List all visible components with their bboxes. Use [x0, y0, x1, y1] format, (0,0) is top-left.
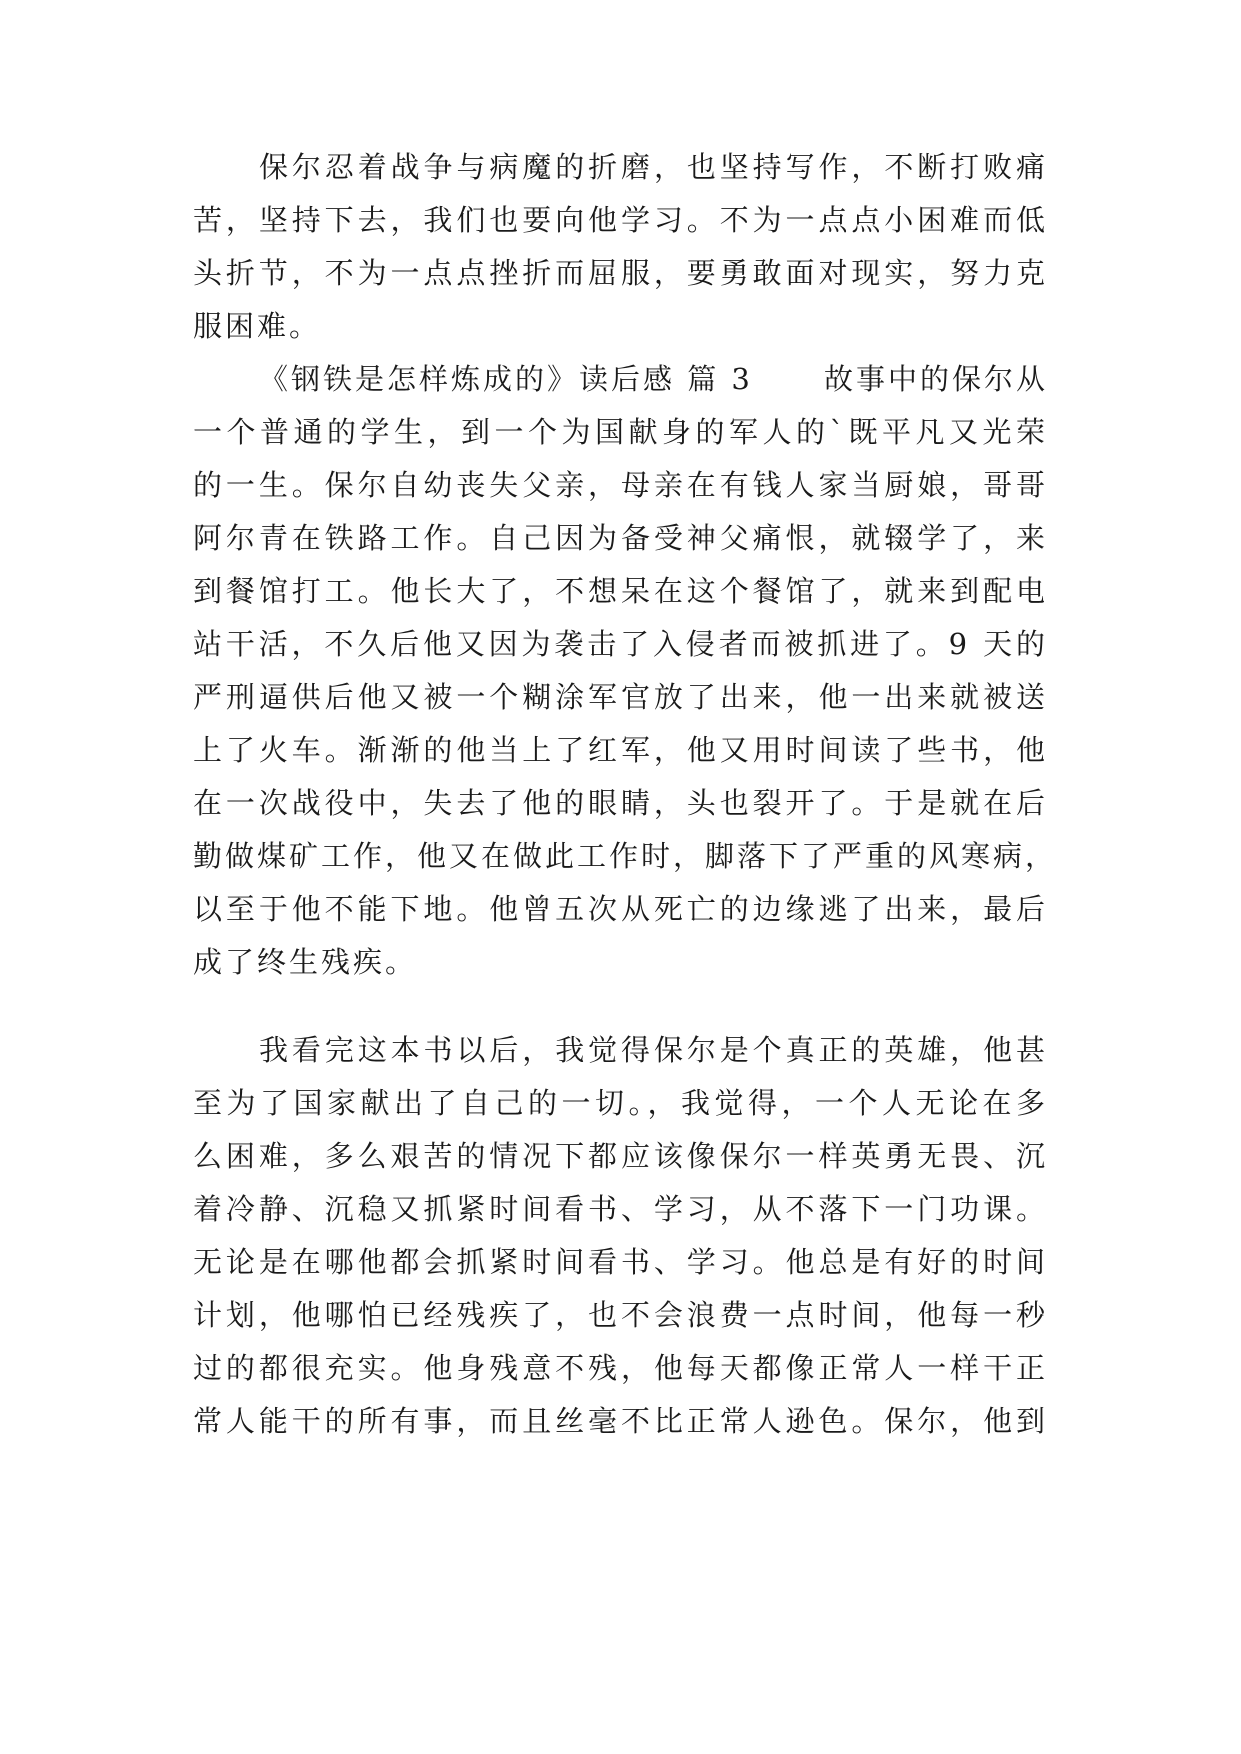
paragraph-2-line-9: 在一次战役中，失去了他的眼睛，头也裂开了。于是就在后 — [193, 786, 1048, 820]
paragraph-3-line-3: 么困难，多么艰苦的情况下都应该像保尔一样英勇无畏、沉 — [193, 1139, 1048, 1173]
paragraph-2-line-11: 以至于他不能下地。他曾五次从死亡的边缘逃了出来，最后 — [193, 892, 1048, 926]
paragraph-2-line-1 — [259, 359, 1048, 399]
paragraph-1-line-2: 苦，坚持下去，我们也要向他学习。不为一点点小困难而低 — [193, 203, 1048, 237]
paragraph-2-line-6: 站干活，不久后他又因为袭击了入侵者而被抓进了。9 天的 — [193, 627, 1048, 661]
paragraph-2-line-8: 上了火车。渐渐的他当上了红军，他又用时间读了些书，他 — [193, 733, 1048, 767]
paragraph-2-line-3: 的一生。保尔自幼丧失父亲，母亲在有钱人家当厨娘，哥哥 — [193, 468, 1048, 502]
paragraph-1-line-1: 保尔忍着战争与病魔的折磨，也坚持写作，不断打败痛 — [259, 150, 1048, 184]
paragraph-2-line-2: 一个普通的学生，到一个为国献身的军人的`既平凡又光荣 — [193, 415, 1048, 449]
paragraph-3-line-1: 我看完这本书以后，我觉得保尔是个真正的英雄，他甚 — [259, 1033, 1048, 1067]
section-heading: 《钢铁是怎样炼成的》读后感 篇 3 — [259, 362, 753, 396]
paragraph-1-line-4: 服困难。 — [193, 309, 322, 343]
paragraph-3-line-7: 过的都很充实。他身残意不残，他每天都像正常人一样干正 — [193, 1351, 1048, 1385]
paragraph-2-line-10: 勤做煤矿工作，他又在做此工作时，脚落下了严重的风寒病， — [193, 839, 1058, 873]
paragraph-3-line-5: 无论是在哪他都会抓紧时间看书、学习。他总是有好的时间 — [193, 1245, 1048, 1279]
paragraph-2-line-5: 到餐馆打工。他长大了，不想呆在这个餐馆了，就来到配电 — [193, 574, 1048, 608]
paragraph-2-line-4: 阿尔青在铁路工作。自己因为备受神父痛恨，就辍学了，来 — [193, 521, 1048, 555]
paragraph-2-line-12: 成了终生残疾。 — [193, 945, 418, 979]
paragraph-3-line-6: 计划，他哪怕已经残疾了，也不会浪费一点时间，他每一秒 — [193, 1298, 1048, 1332]
paragraph-2-heading-tail: 故事中的保尔从 — [823, 362, 1048, 396]
paragraph-3-line-4: 着冷静、沉稳又抓紧时间看书、学习，从不落下一门功课。 — [193, 1192, 1048, 1226]
paragraph-1-line-3: 头折节，不为一点点挫折而屈服，要勇敢面对现实，努力克 — [193, 256, 1048, 290]
paragraph-2-line-7: 严刑逼供后他又被一个糊涂军官放了出来，他一出来就被送 — [193, 680, 1048, 714]
paragraph-3-line-2: 至为了国家献出了自己的一切。，我觉得，一个人无论在多 — [193, 1086, 1048, 1120]
paragraph-3-line-8: 常人能干的所有事，而且丝毫不比正常人逊色。保尔，他到 — [193, 1404, 1048, 1438]
